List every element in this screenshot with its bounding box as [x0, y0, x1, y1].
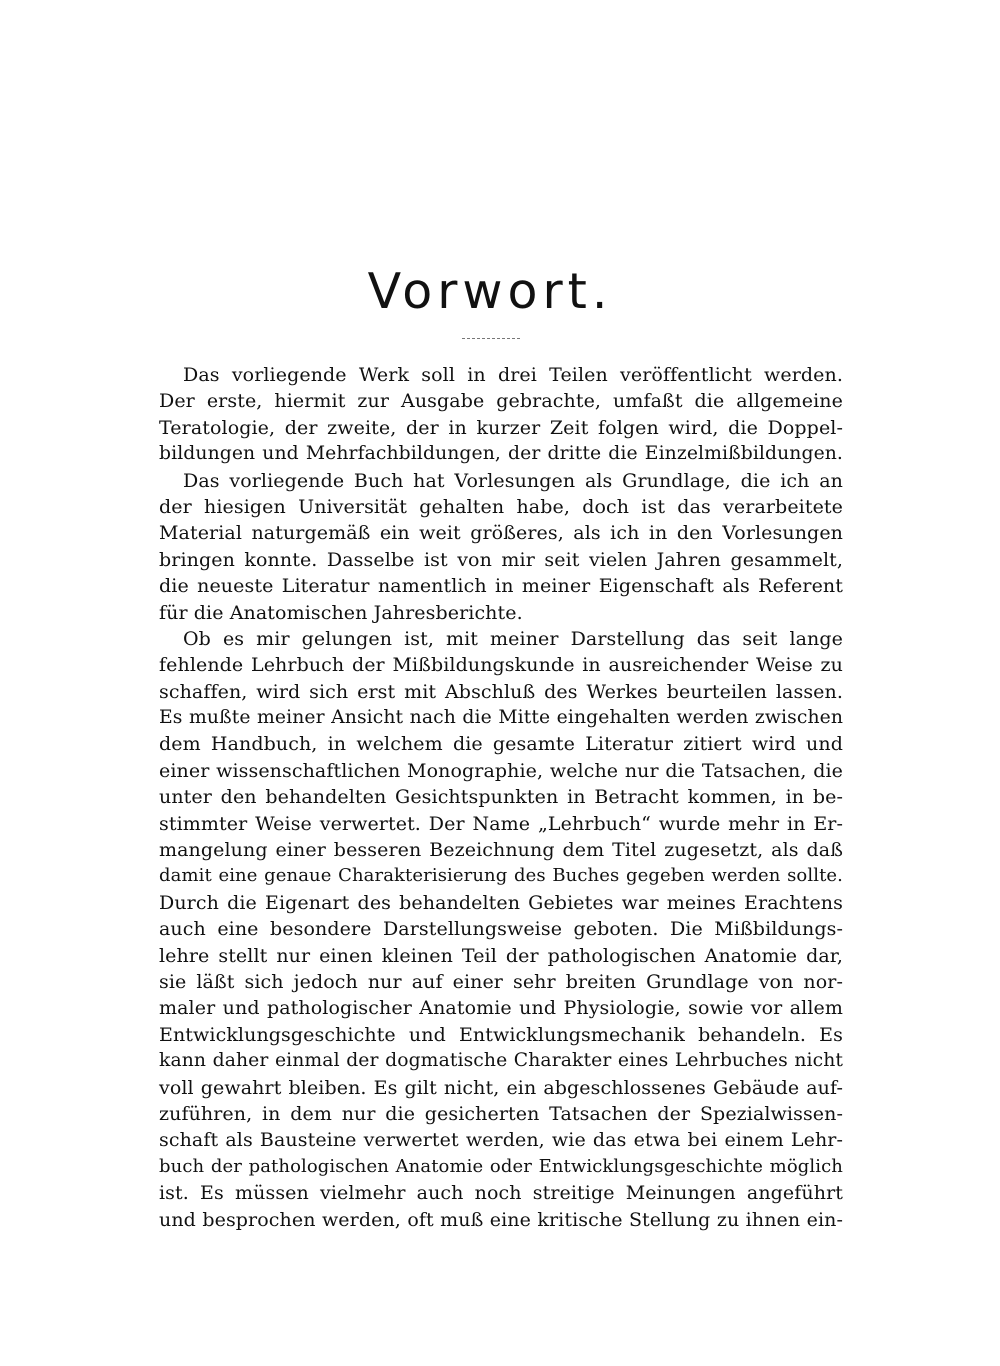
- text-line: für die Anatomischen Jahresberichte.: [159, 601, 523, 624]
- text-line: und besprochen werden, oft muß eine kritische Stellung zu ihnen ein-: [159, 1208, 843, 1231]
- text-line: ist. Es müssen vielmehr auch noch streitige Meinungen angeführt: [159, 1182, 843, 1205]
- text-line: einer wissenschaftlichen Monographie, welche nur die Tatsachen, die: [159, 759, 843, 782]
- text-line: buch der pathologischen Anatomie oder Entwicklungsgeschichte möglich: [159, 1155, 843, 1177]
- text-line: unter den behandelten Gesichtspunkten in Betracht kommen, in be-: [159, 786, 843, 809]
- text-line: bildungen und Mehrfachbildungen, der dritte die Einzelmißbildungen.: [159, 443, 843, 465]
- text-line: Es mußte meiner Ansicht nach die Mitte eingehalten werden zwischen: [159, 707, 843, 729]
- text-line: sie läßt sich jedoch nur auf einer sehr breiten Grundlage von nor-: [159, 970, 843, 993]
- text-line: Der erste, hiermit zur Ausgabe gebrachte, umfaßt die allgemeine: [159, 390, 843, 413]
- text-line: Ob es mir gelungen ist, mit meiner Darstellung das seit lange: [183, 627, 843, 650]
- text-line: stimmter Weise verwertet. Der Name „Lehrbuch“ wurde mehr in Er-: [159, 812, 843, 835]
- text-line: Teratologie, der zweite, der in kurzer Zeit folgen wird, die Doppel-: [159, 416, 843, 439]
- text-line: die neueste Literatur namentlich in meiner Eigenschaft als Referent: [159, 575, 843, 598]
- text-line: Entwicklungsgeschichte und Entwicklungsmechanik behandeln. Es: [159, 1023, 843, 1046]
- text-line: schaffen, wird sich erst mit Abschluß des Werkes beurteilen lassen.: [159, 680, 843, 703]
- text-line: Durch die Eigenart des behandelten Gebietes war meines Erachtens: [159, 891, 843, 914]
- text-line: schaft als Bausteine verwertet werden, wie das etwa bei einem Lehr-: [159, 1129, 843, 1152]
- text-line: damit eine genaue Charakterisierung des Buches gegeben werden sollte.: [159, 865, 843, 887]
- text-line: bringen konnte. Dasselbe ist von mir seit vielen Jahren gesammelt,: [159, 548, 843, 571]
- text-line: fehlende Lehrbuch der Mißbildungskunde in ausreichender Weise zu: [159, 654, 843, 677]
- text-line: dem Handbuch, in welchem die gesamte Literatur zitiert wird und: [159, 733, 843, 756]
- title-divider: [462, 338, 520, 340]
- page-title: Vorwort.: [367, 263, 613, 320]
- text-line: auch eine besondere Darstellungsweise geboten. Die Mißbildungs-: [159, 918, 843, 941]
- text-line: kann daher einmal der dogmatische Charakter eines Lehrbuches nicht: [159, 1050, 843, 1072]
- text-line: zuführen, in dem nur die gesicherten Tatsachen der Spezialwissen-: [159, 1102, 843, 1125]
- text-line: der hiesigen Universität gehalten habe, doch ist das verarbeitete: [159, 495, 843, 518]
- body-text: [159, 362, 843, 1233]
- text-line: voll gewahrt bleiben. Es gilt nicht, ein abgeschlossenes Gebäude auf-: [159, 1076, 843, 1099]
- text-line: Das vorliegende Buch hat Vorlesungen als Grundlage, die ich an: [183, 469, 843, 492]
- text-line: Material naturgemäß ein weit größeres, als ich in den Vorlesungen: [159, 522, 843, 545]
- text-line: mangelung einer besseren Bezeichnung dem Titel zugesetzt, als daß: [159, 839, 843, 862]
- text-line: maler und pathologischer Anatomie und Physiologie, sowie vor allem: [159, 997, 843, 1020]
- text-line: lehre stellt nur einen kleinen Teil der pathologischen Anatomie dar,: [159, 944, 843, 967]
- text-line: Das vorliegende Werk soll in drei Teilen veröffentlicht werden.: [183, 364, 843, 386]
